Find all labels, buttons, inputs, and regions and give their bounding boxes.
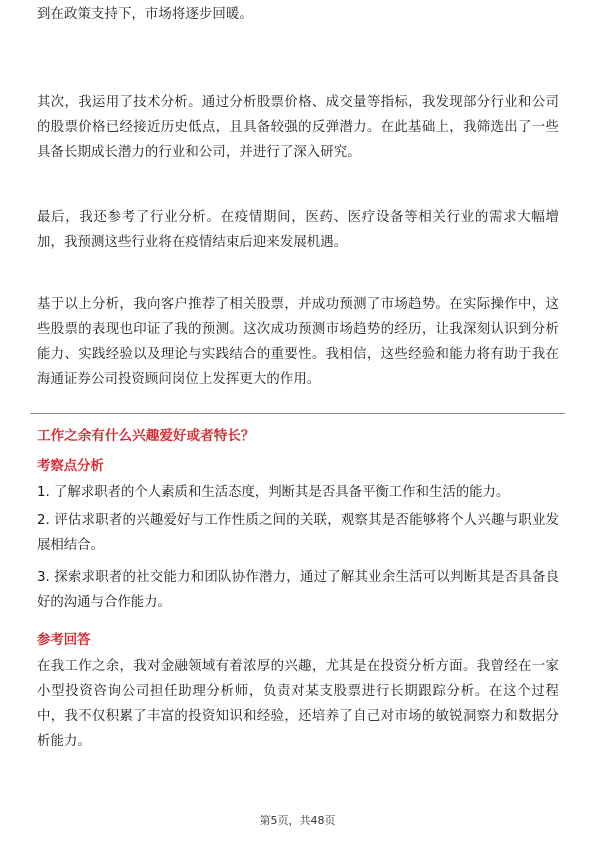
paragraph-market-recovery: 到在政策支持下，市场将逐步回暖。 (37, 7, 253, 22)
paragraph-conclusion: 基于以上分析，我向客户推荐了相关股票，并成功预测了市场趋势。在实际操作中，这些股票的表现也印证了我的预测。这次成功预测市场趋势的经历，让我深刻认识到分析能力、实践经验以及理论与实践结合的重要性。我相信，这些经验和能力将有助于我在海通证券公司投资顾问岗位上发挥更大的作用。 (37, 297, 559, 387)
paragraph-industry-analysis: 最后，我还参考了行业分析。在疫情期间，医药、医疗设备等相关行业的需求大幅增加，我预测这些行业将在疫情结束后迎来发展机遇。 (37, 210, 559, 250)
analysis-item-3: 3. 探索求职者的社交能力和团队协作潜力，通过了解其业余生活可以判断其是否具备良好的沟通与合作能力。 (37, 570, 559, 610)
analysis-heading: 考察点分析 (37, 459, 104, 474)
section-divider (30, 413, 565, 414)
analysis-item-2: 2. 评估求职者的兴趣爱好与工作性质之间的关联，观察其是否能够将个人兴趣与职业发展相结合。 (37, 513, 559, 553)
answer-heading: 参考回答 (37, 633, 91, 648)
question-heading: 工作之余有什么兴趣爱好或者特长？ (37, 428, 255, 444)
page-number: 第5页，共48页 (259, 814, 336, 827)
paragraph-technical-analysis: 其次，我运用了技术分析。通过分析股票价格、成交量等指标，我发现部分行业和公司的股票价格已经接近历史低点，且具备较强的反弹潜力。在此基础上，我筛选出了一些具备长期成长潜力的行业和公司，并进行了深入研究。 (37, 95, 559, 160)
page-footer (0, 812, 595, 828)
analysis-item-1: 1. 了解求职者的个人素质和生活态度，判断其是否具备平衡工作和生活的能力。 (37, 485, 510, 500)
answer-paragraph: 在我工作之余，我对金融领域有着浓厚的兴趣，尤其是在投资分析方面。我曾经在一家小型投资咨询公司担任助理分析师，负责对某支股票进行长期跟踪分析。在这个过程中，我不仅积累了丰富的投资知识和经验，还培养了自己对市场的敏锐洞察力和数据分析能力。 (37, 659, 559, 749)
